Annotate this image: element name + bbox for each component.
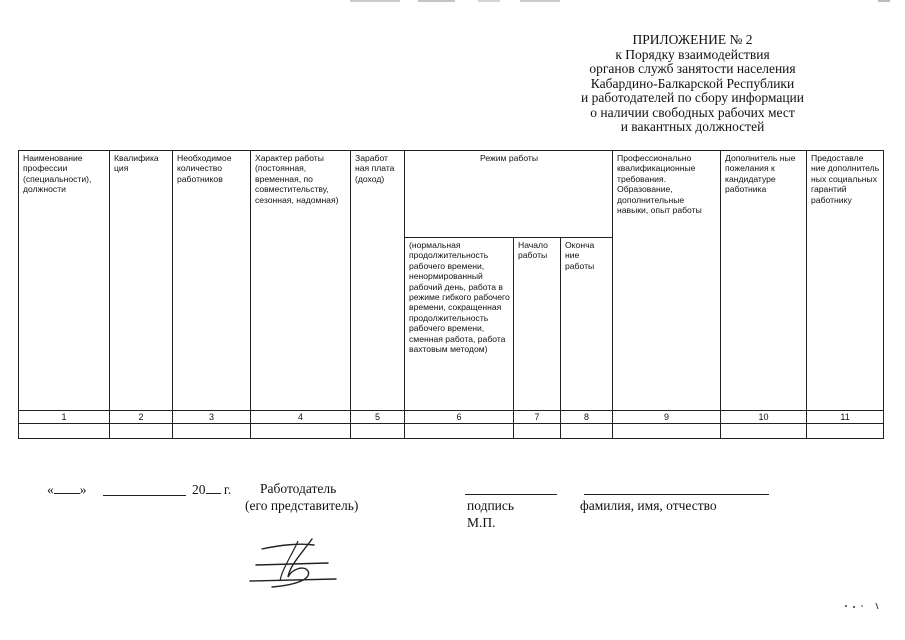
- year-suffix: г.: [223, 482, 232, 497]
- col-number: 9: [613, 411, 721, 424]
- full-name-label: фамилия, имя, отчество: [580, 498, 717, 513]
- col-number: 6: [405, 411, 514, 424]
- signature-line[interactable]: [465, 494, 557, 495]
- col-header-work-schedule: Режим работы: [405, 151, 613, 238]
- col-header-work-type: Характер работы (постоянная, временная, по совместительству, сезонная, надомная): [251, 151, 351, 411]
- date-field: [47, 481, 87, 498]
- scan-artifact-corner: [840, 598, 890, 612]
- col-header-qualification: Квалифика ция: [110, 151, 173, 411]
- col-number: 8: [561, 411, 613, 424]
- scan-artifact-top: [0, 0, 905, 6]
- table-row: [19, 424, 884, 439]
- col-number: 5: [351, 411, 405, 424]
- day-blank[interactable]: [54, 481, 80, 494]
- col-number: 11: [807, 411, 884, 424]
- subcol-header-schedule-mode: (нормальная продолжительность рабочего времени, ненормированный рабочий день, работа в режиме гибкого рабочего времени, сокращенная продолжительность рабочего времени, сменная работа, работа вахтовым методом): [405, 238, 514, 411]
- date-close-quote: »: [79, 482, 87, 497]
- col-header-salary: Заработ ная плата (доход): [351, 151, 405, 411]
- table-header-row: [19, 151, 884, 238]
- col-number: 3: [173, 411, 251, 424]
- col-number: 4: [251, 411, 351, 424]
- table-cell[interactable]: [561, 424, 613, 439]
- table-cell[interactable]: [405, 424, 514, 439]
- table-cell[interactable]: [19, 424, 110, 439]
- table-cell[interactable]: [251, 424, 351, 439]
- col-header-workers-needed: Необходимое количество работников: [173, 151, 251, 411]
- subcol-header-start-time: Начало работы: [514, 238, 561, 411]
- appendix-line: Кабардино-Балкарской Республики: [590, 75, 795, 91]
- date-open-quote: «: [47, 482, 54, 497]
- full-name-line[interactable]: [584, 494, 769, 495]
- col-number: 10: [721, 411, 807, 424]
- col-number: 2: [110, 411, 173, 424]
- col-number: 7: [514, 411, 561, 424]
- col-header-requirements: Профессионально квалификационные требования. Образование, дополнительные навыки, опыт работы: [613, 151, 721, 411]
- year-prefix: 20: [192, 482, 206, 497]
- handwritten-signature: [232, 535, 342, 595]
- col-header-extra-wishes: Дополнитель ные пожелания к кандидатуре работника: [721, 151, 807, 411]
- employer-representative-label: (его представитель): [245, 498, 359, 513]
- vacancy-table: [18, 150, 884, 439]
- table-cell[interactable]: [351, 424, 405, 439]
- col-header-social-guarantees: Предоставле ние дополнитель ных социальных гарантий работнику: [807, 151, 884, 411]
- table-cell[interactable]: [721, 424, 807, 439]
- appendix-line: о наличии свободных рабочих мест: [590, 104, 795, 120]
- appendix-line: и вакантных должностей: [620, 119, 765, 134]
- col-number: 1: [19, 411, 110, 424]
- table-cell[interactable]: [110, 424, 173, 439]
- table-number-row: [19, 411, 884, 424]
- appendix-header: [540, 33, 845, 135]
- appendix-line: к Порядку взаимодействия: [615, 46, 770, 62]
- appendix-line: органов служб занятости населения: [589, 61, 796, 76]
- col-header-profession: Наименование профессии (специальности), должности: [19, 151, 110, 411]
- table-cell[interactable]: [807, 424, 884, 439]
- table-cell[interactable]: [613, 424, 721, 439]
- signature-label: подпись: [467, 498, 515, 513]
- stamp-label: М.П.: [467, 515, 496, 530]
- year-blank[interactable]: [206, 481, 221, 494]
- table-cell[interactable]: [514, 424, 561, 439]
- subcol-header-end-time: Оконча ние работы: [561, 238, 613, 411]
- year-field: [192, 481, 231, 498]
- table-cell[interactable]: [173, 424, 251, 439]
- appendix-line: и работодателей по сбору информации: [580, 90, 805, 105]
- month-blank[interactable]: [103, 495, 186, 496]
- appendix-title: ПРИЛОЖЕНИЕ № 2: [632, 32, 753, 47]
- employer-label: Работодатель: [260, 481, 337, 496]
